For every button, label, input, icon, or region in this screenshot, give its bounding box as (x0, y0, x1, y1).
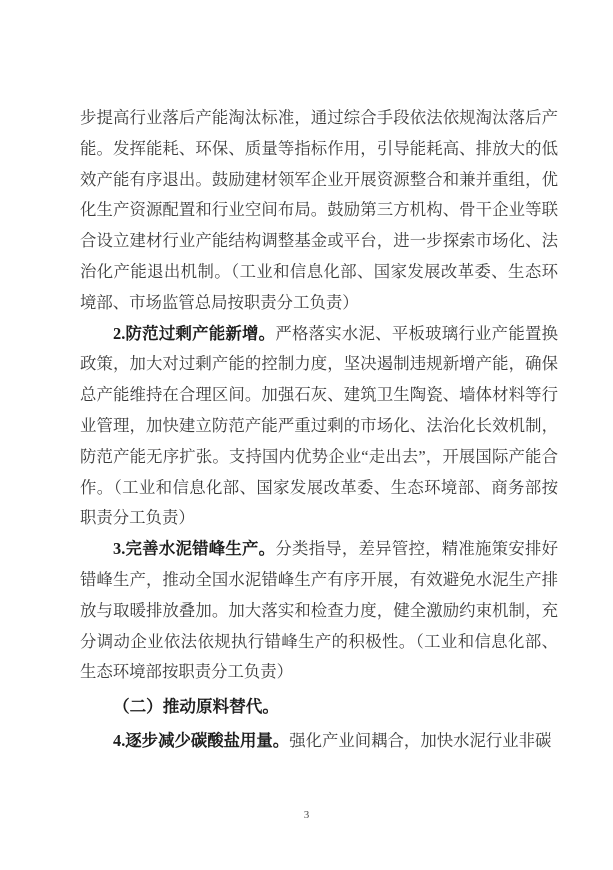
paragraph-lead-bold: 4.逐步减少碳酸盐用量。 (113, 730, 290, 750)
section-heading: （二）推动原料替代。 (113, 697, 279, 717)
paragraph-text: 严格落实水泥、平板玻璃行业产能置换政策，加大对过剩产能的控制力度，坚决遏制违规新增产能，确保总产能维持在合理区间。加强石灰、建筑卫生陶瓷、墙体材料等行业管理，加快建立防范产能严重过剩的市场化、法治化长效机制，防范产能无序扩张。支持国内优势企业“走出去”，开展国际产能合作。（工业和信息化部、国家发展改革委、生态环境部、商务部按职责分工负责） (80, 323, 558, 528)
paragraph-lead-bold: 2.防范过剩产能新增。 (113, 323, 276, 343)
document-body (80, 103, 558, 757)
paragraph-item-4 (80, 726, 558, 757)
paragraph-text: 分类指导，差异管控，精准施策安排好错峰生产，推动全国水泥错峰生产有序开展，有效避免水泥生产排放与取暖排放叠加。加大落实和检查力度，健全激励约束机制，充分调动企业依法依规执行错峰生产的积极性。（工业和信息化部、生态环境部按职责分工负责） (80, 539, 558, 682)
paragraph-continuation (80, 103, 558, 319)
page-number: 3 (303, 809, 310, 821)
paragraph-text: 强化产业间耦合，加快水泥行业非碳 (289, 730, 552, 750)
paragraph-item-3 (80, 534, 558, 688)
paragraph-lead-bold: 3.完善水泥错峰生产。 (113, 539, 276, 559)
paragraph-text: 步提高行业落后产能淘汰标准，通过综合手段依法依规淘汰落后产能。发挥能耗、环保、质量等指标作用，引导能耗高、排放大的低效产能有序退出。鼓励建材领军企业开展资源整合和兼并重组，优化生产资源配置和行业空间布局。鼓励第三方机构、骨干企业等联合设立建材行业产能结构调整基金或平台，进一步探索市场化、法治化产能退出机制。（工业和信息化部、国家发展改革委、生态环境部、市场监管总局按职责分工负责） (80, 108, 558, 312)
paragraph-item-2 (80, 319, 558, 535)
